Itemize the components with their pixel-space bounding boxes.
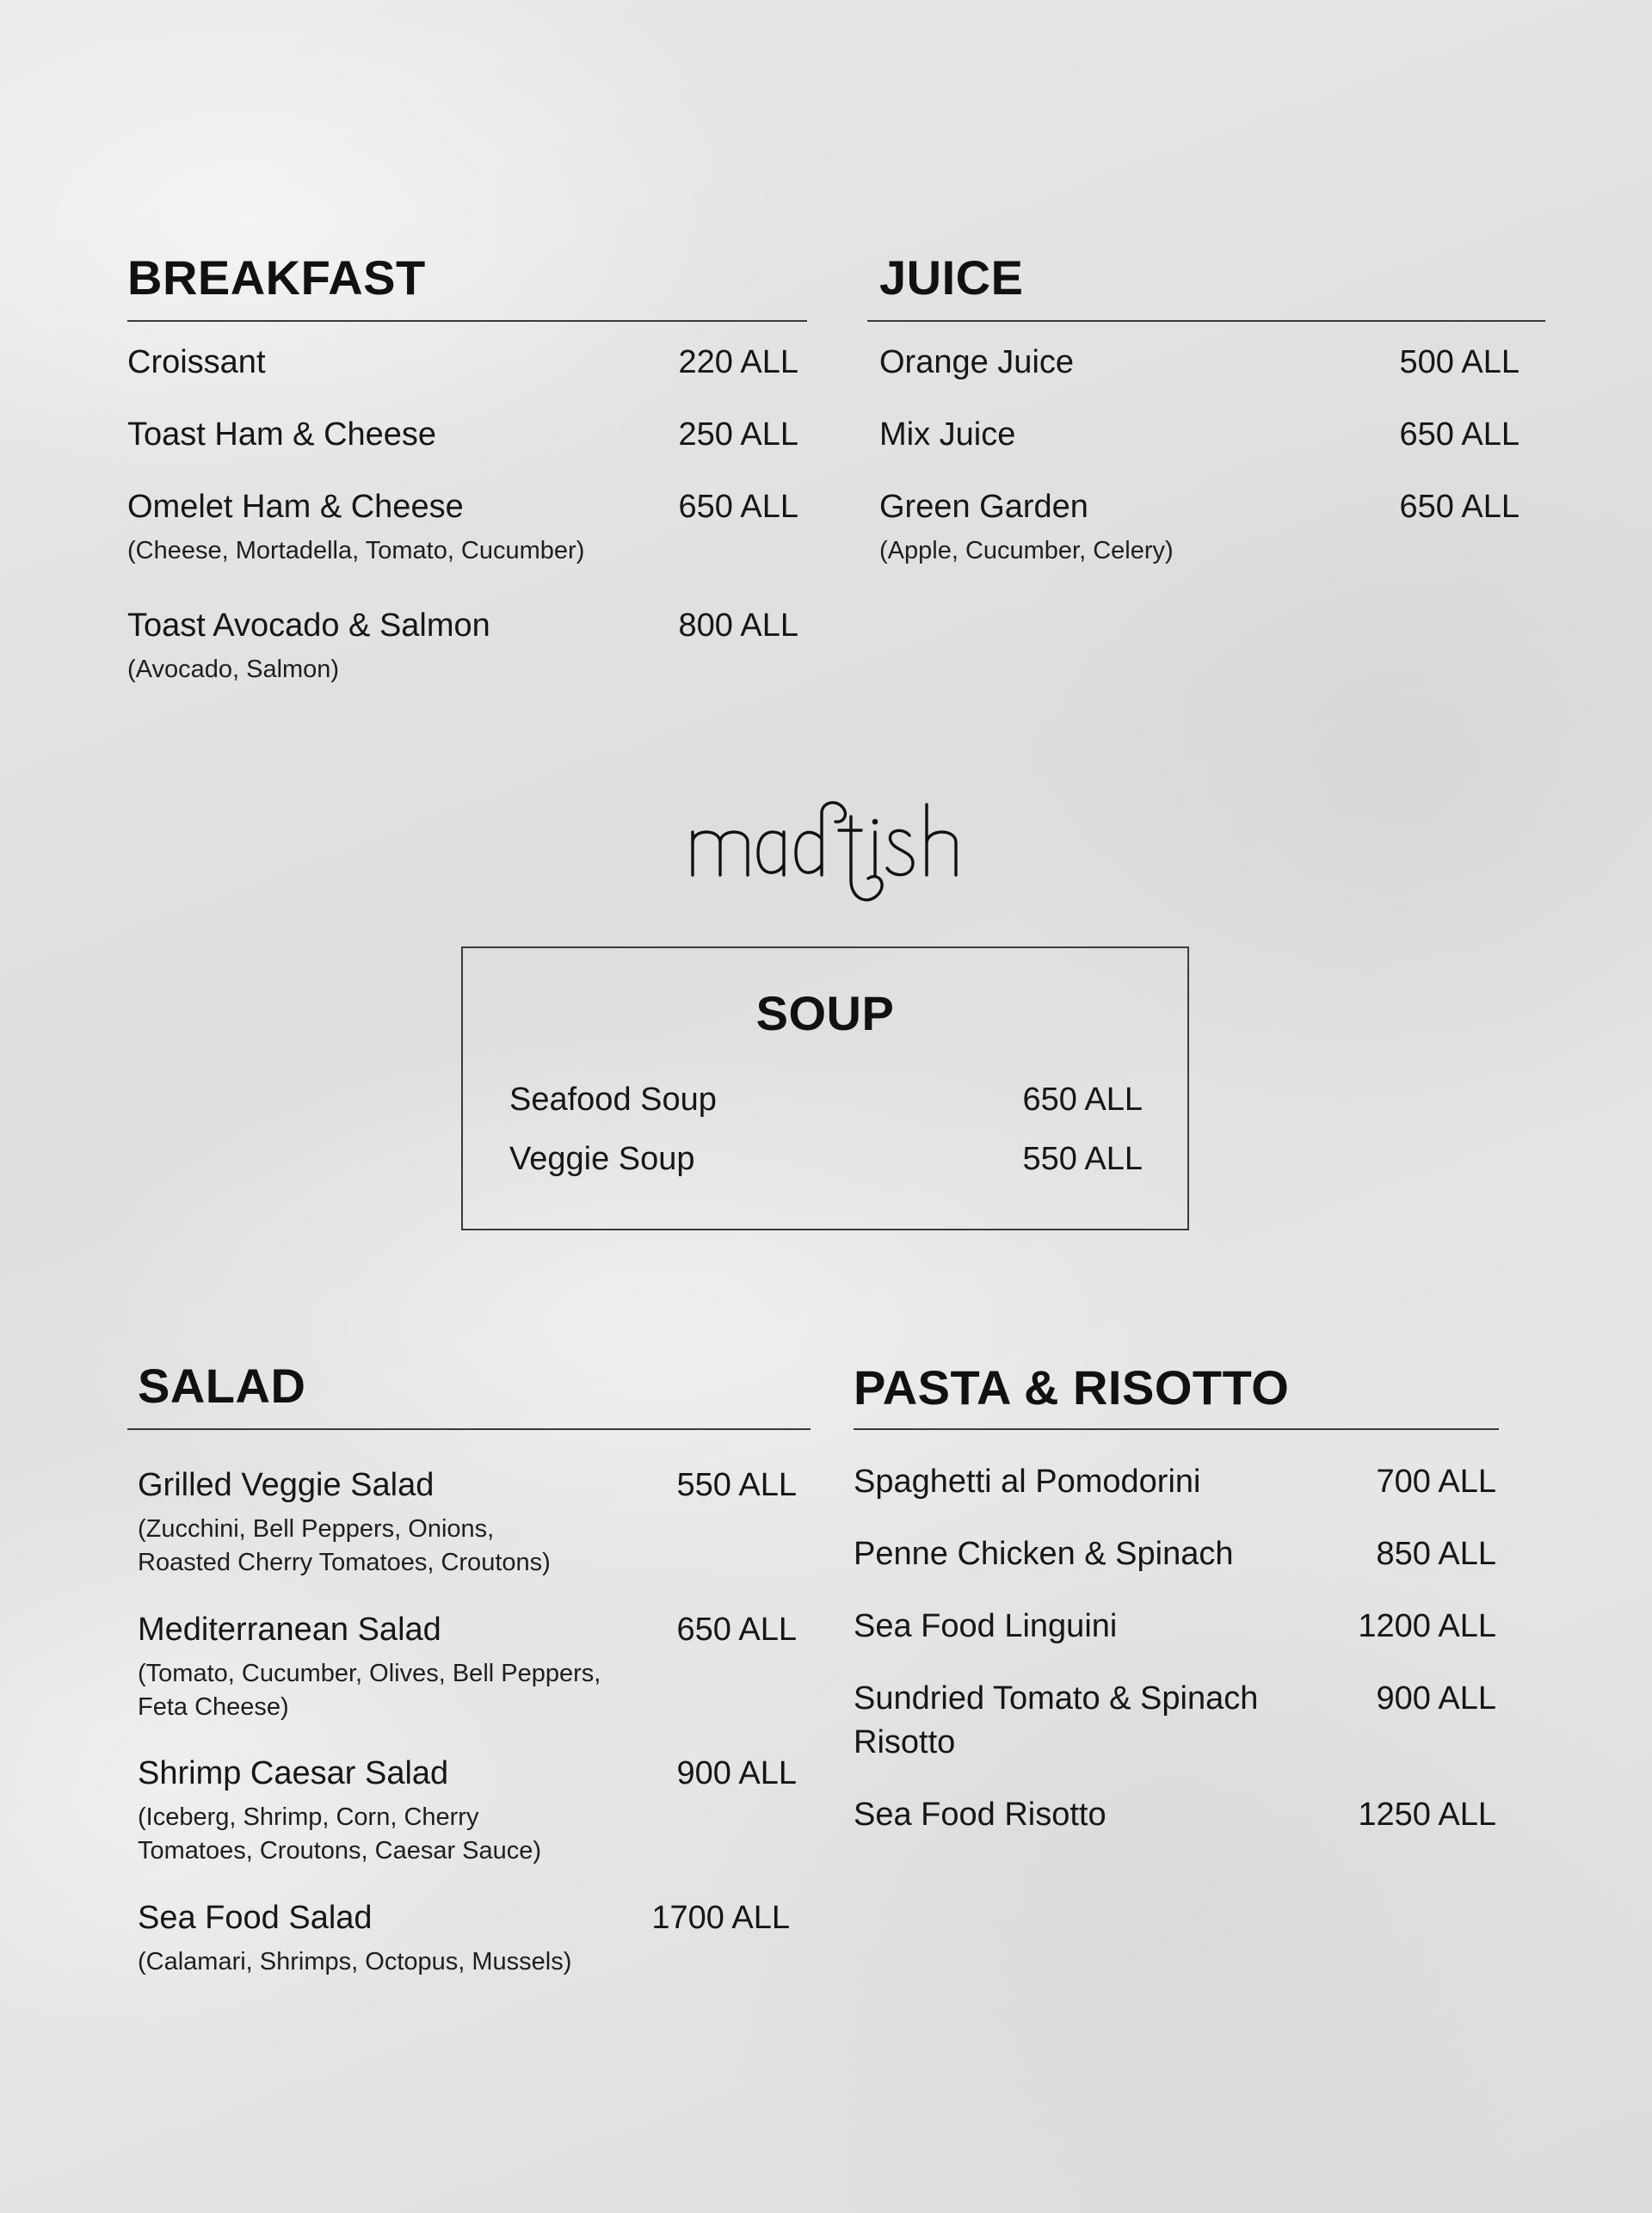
logo-icon — [684, 779, 968, 912]
item-price: 700 ALL — [1376, 1464, 1496, 1500]
item-name: Penne Chicken & Spinach — [854, 1536, 1234, 1572]
madfish-logo — [684, 779, 968, 912]
item-price: 1700 ALL — [651, 1900, 790, 1936]
item-price: 220 ALL — [678, 344, 798, 380]
item-name: Omelet Ham & Cheese — [127, 489, 464, 525]
item-description: (Iceberg, Shrimp, Corn, Cherry — [138, 1803, 479, 1831]
item-description: Tomatoes, Croutons, Caesar Sauce) — [138, 1837, 542, 1865]
item-name: Sea Food Risotto — [854, 1797, 1106, 1833]
juice-title: JUICE — [879, 250, 1024, 305]
item-name: Spaghetti al Pomodorini — [854, 1464, 1201, 1500]
item-price: 250 ALL — [678, 416, 798, 453]
item-name: Toast Ham & Cheese — [127, 416, 437, 453]
item-description: Feta Cheese) — [138, 1693, 289, 1721]
item-name: Sundried Tomato & Spinach — [854, 1680, 1259, 1717]
item-name: Risotto — [854, 1724, 956, 1760]
soup-section — [461, 946, 1189, 1230]
item-name: Mediterranean Salad — [138, 1612, 441, 1648]
item-price: 800 ALL — [678, 607, 798, 644]
item-name: Sea Food Linguini — [854, 1608, 1118, 1644]
item-description: (Zucchini, Bell Peppers, Onions, — [138, 1515, 495, 1543]
item-name: Toast Avocado & Salmon — [127, 607, 490, 644]
item-price: 550 ALL — [1022, 1141, 1143, 1177]
item-description: (Tomato, Cucumber, Olives, Bell Peppers, — [138, 1660, 601, 1687]
item-price: 650 ALL — [1399, 489, 1519, 525]
item-price: 500 ALL — [1399, 344, 1519, 380]
breakfast-divider — [127, 320, 807, 322]
item-price: 650 ALL — [1022, 1082, 1143, 1118]
item-price: 650 ALL — [1399, 416, 1519, 453]
item-name: Croissant — [127, 344, 266, 380]
pasta-risotto-title: PASTA & RISOTTO — [854, 1360, 1290, 1415]
item-price: 550 ALL — [676, 1467, 797, 1503]
item-name: Seafood Soup — [509, 1082, 717, 1118]
item-price: 1250 ALL — [1358, 1797, 1496, 1833]
item-price: 900 ALL — [1376, 1680, 1496, 1717]
item-description: (Cheese, Mortadella, Tomato, Cucumber) — [127, 537, 585, 564]
item-name: Sea Food Salad — [138, 1900, 373, 1936]
item-description: Roasted Cherry Tomatoes, Croutons) — [138, 1549, 551, 1576]
salad-title: SALAD — [138, 1359, 306, 1413]
pasta-risotto-divider — [854, 1428, 1499, 1430]
item-name: Orange Juice — [879, 344, 1075, 380]
item-name: Shrimp Caesar Salad — [138, 1755, 449, 1791]
juice-divider — [867, 320, 1545, 322]
item-name: Mix Juice — [879, 416, 1016, 453]
soup-title: SOUP — [755, 986, 895, 1040]
item-description: (Avocado, Salmon) — [127, 656, 340, 683]
item-price: 1200 ALL — [1358, 1608, 1496, 1644]
item-name: Veggie Soup — [509, 1141, 695, 1177]
item-description: (Apple, Cucumber, Celery) — [879, 537, 1174, 564]
salad-divider — [127, 1428, 811, 1430]
item-name: Green Garden — [879, 489, 1088, 525]
item-price: 650 ALL — [678, 489, 798, 525]
breakfast-title: BREAKFAST — [127, 250, 426, 305]
item-price: 650 ALL — [676, 1612, 797, 1648]
item-name: Grilled Veggie Salad — [138, 1467, 435, 1503]
item-price: 900 ALL — [676, 1755, 797, 1791]
item-description: (Calamari, Shrimps, Octopus, Mussels) — [138, 1948, 572, 1976]
item-price: 850 ALL — [1376, 1536, 1496, 1572]
